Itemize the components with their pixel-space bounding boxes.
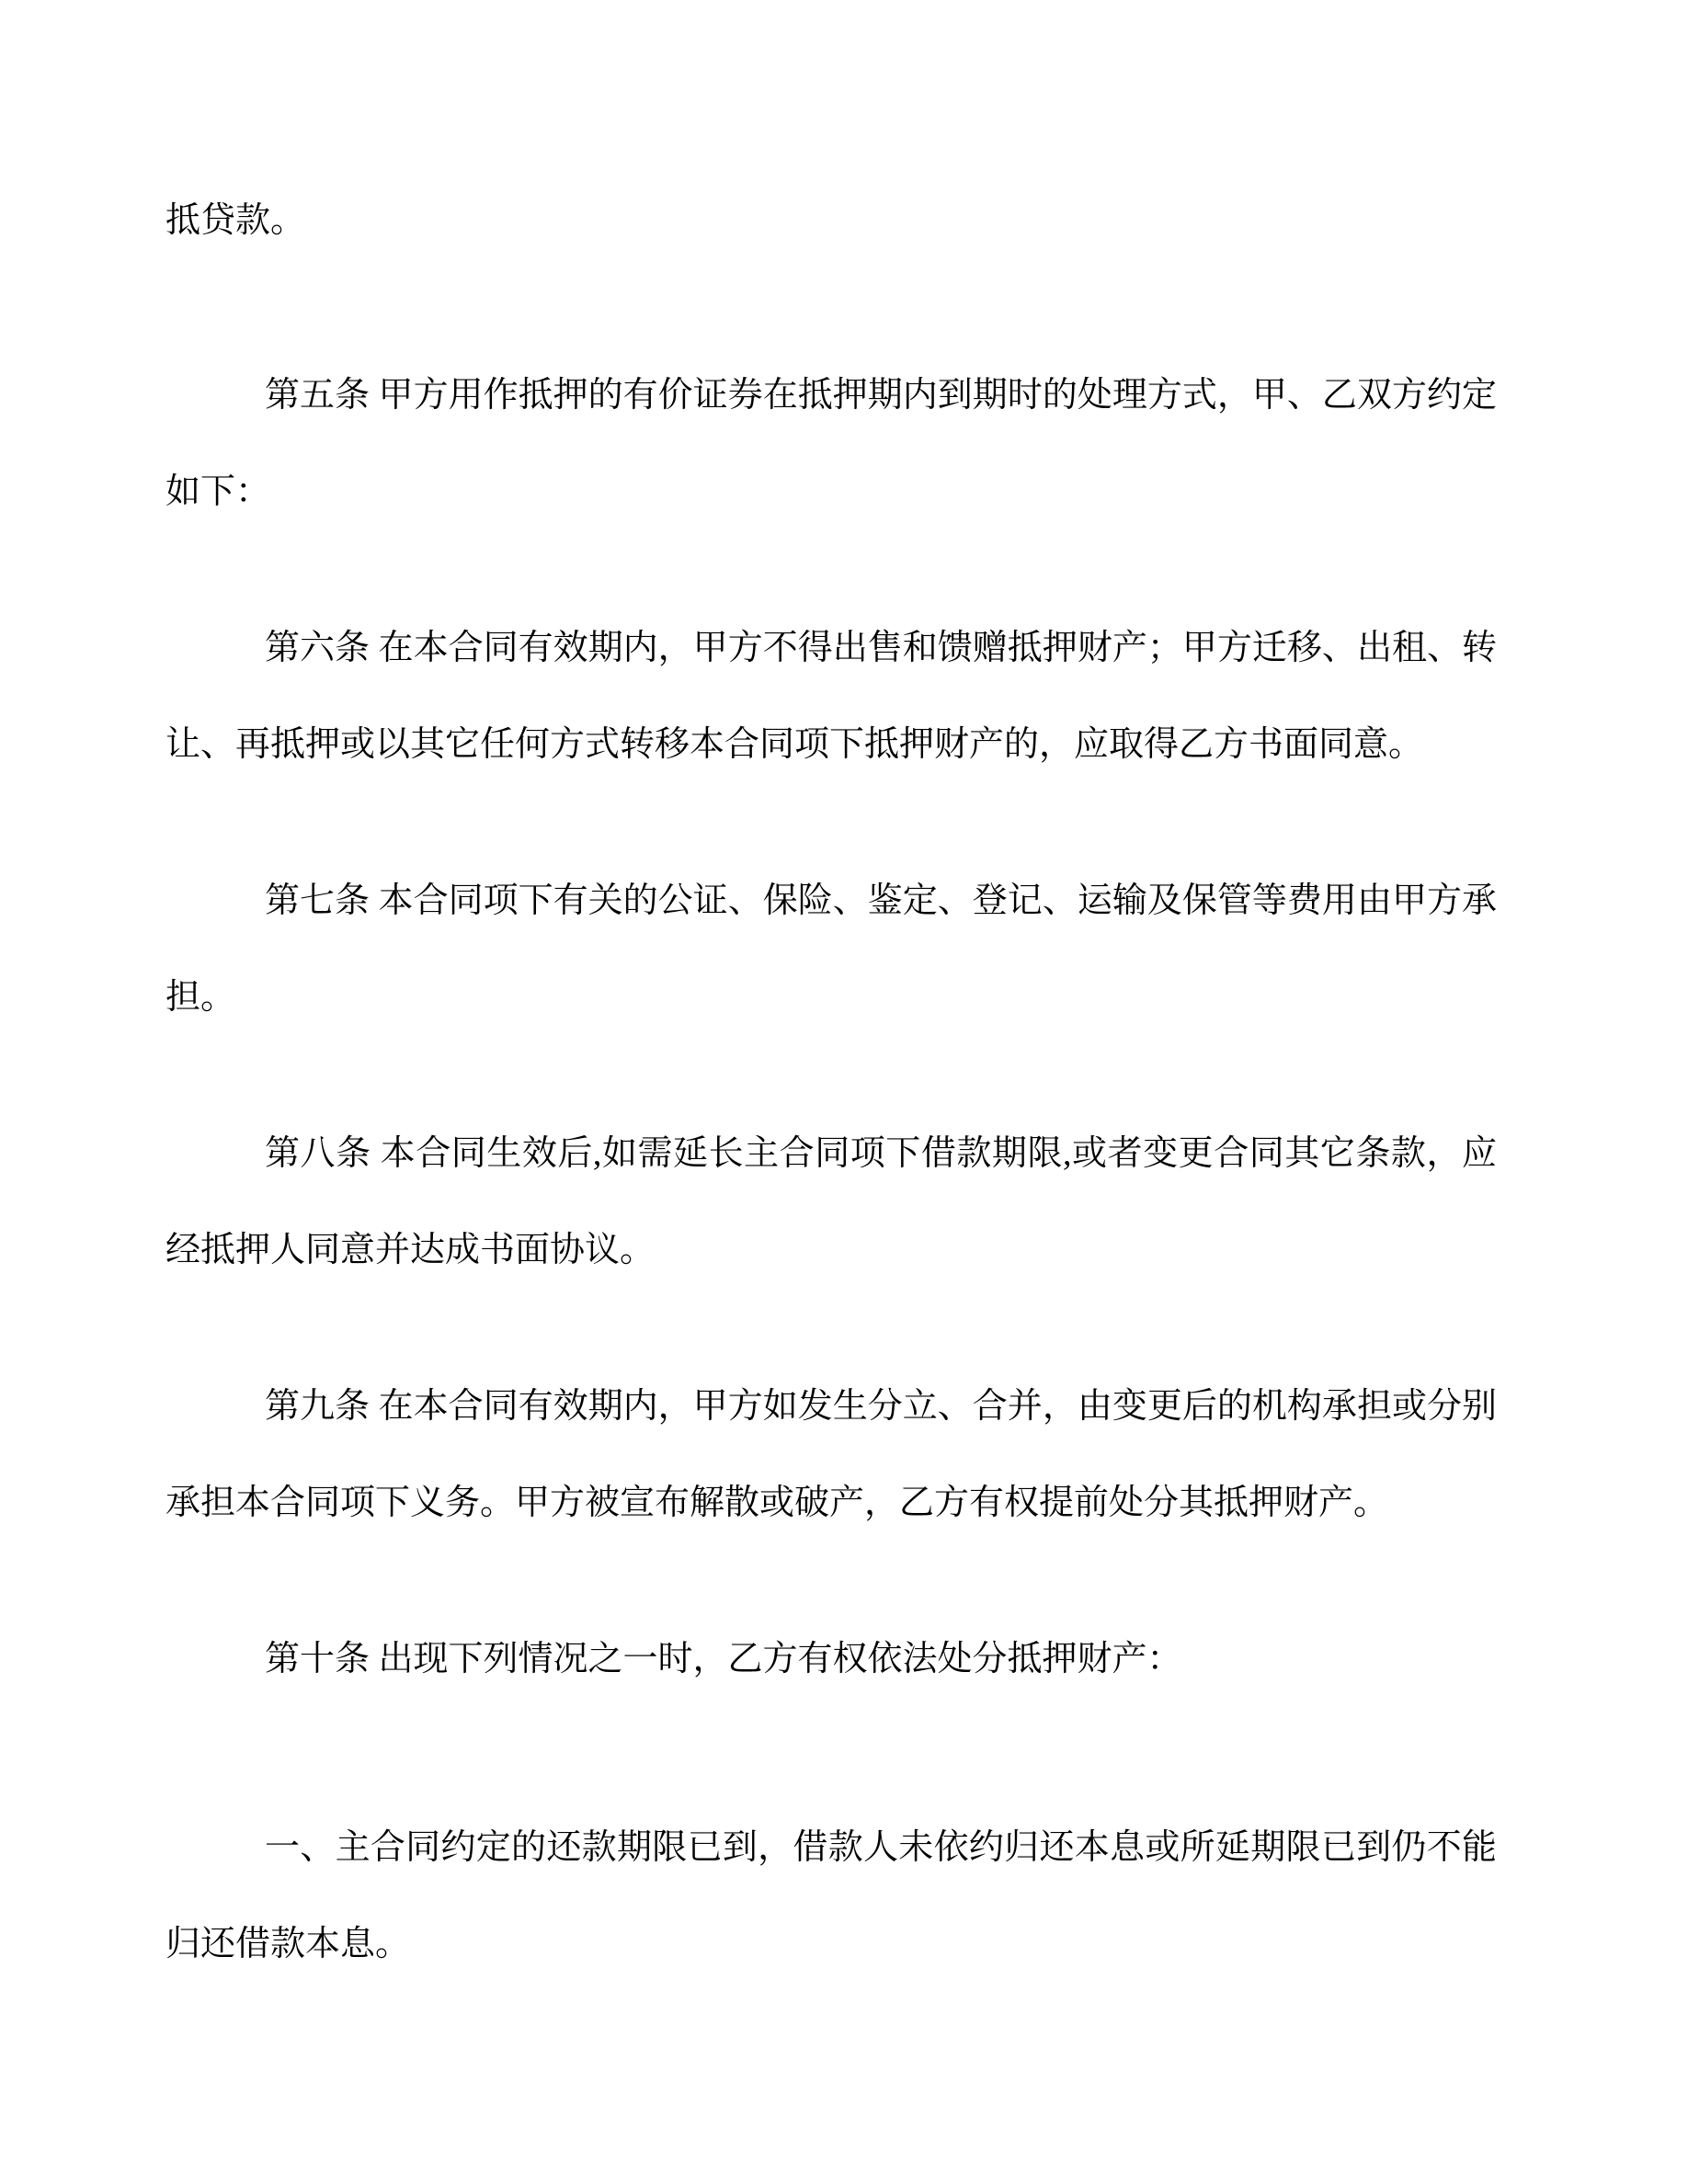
paragraph-clause-6: 第六条 在本合同有效期内，甲方不得出售和馈赠抵押财产；甲方迁移、出租、转让、再抵押或以其它任何方式转移本合同项下抵押财产的，应取得乙方书面同意。 (165, 629, 1497, 764)
paragraph-clause-8: 第八条 本合同生效后,如需延长主合同项下借款期限,或者变更合同其它条款，应经抵押人同意并达成书面协议。 (165, 1134, 1497, 1269)
paragraph-clause-10: 第十条 出现下列情况之一时，乙方有权依法处分抵押财产： (265, 1640, 1182, 1678)
paragraph-clause-5: 第五条 甲方用作抵押的有价证券在抵押期内到期时的处理方式，甲、乙双方约定如下： (165, 376, 1497, 511)
paragraph-clause-9: 第九条 在本合同有效期内，甲方如发生分立、合并，由变更后的机构承担或分别承担本合同项下义务。甲方被宣布解散或破产，乙方有权提前处分其抵押财产。 (165, 1387, 1497, 1522)
paragraph-clause-7: 第七条 本合同项下有关的公证、保险、鉴定、登记、运输及保管等费用由甲方承担。 (165, 882, 1497, 1017)
paragraph-carryover-line: 抵贷款。 (165, 201, 306, 240)
paragraph-clause-10-item-1: 一、主合同约定的还款期限已到，借款人未依约归还本息或所延期限已到仍不能归还借款本息。 (165, 1828, 1497, 1963)
